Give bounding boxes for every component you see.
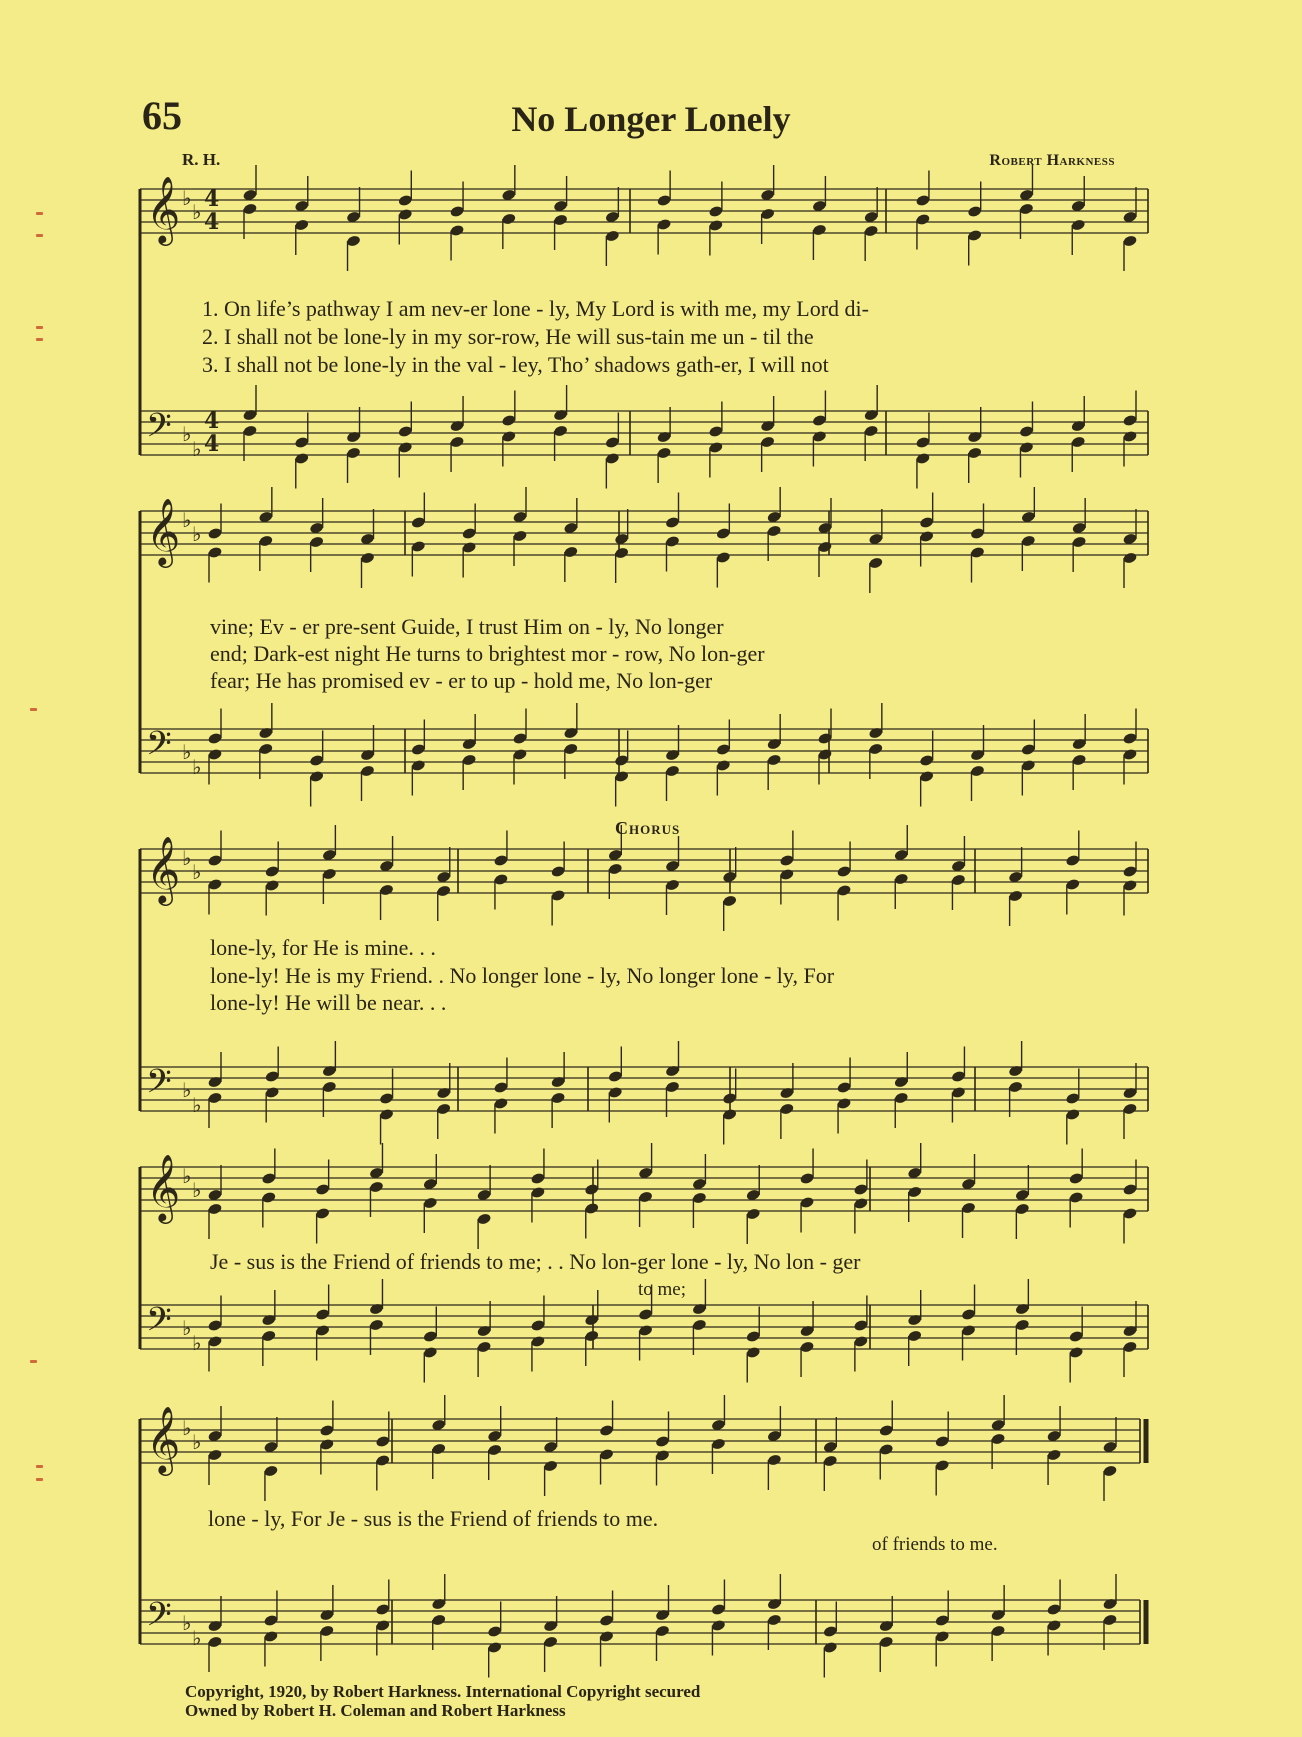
- lyric-alt-line: to me;: [638, 1279, 687, 1300]
- flat-icon: ♭: [192, 1430, 202, 1454]
- treble-clef-icon: 𝄞: [146, 1405, 181, 1473]
- bass-clef-icon: 𝄢: [146, 1596, 172, 1642]
- treble-clef-icon: 𝄞: [146, 175, 181, 243]
- flat-icon: ♭: [182, 1416, 192, 1440]
- copyright-line: Copyright, 1920, by Robert Harkness. International Copyright secured: [185, 1682, 701, 1701]
- lyric-line: 1. On life’s pathway I am nev-er lone - ly, My Lord is with me, my Lord di-: [202, 296, 869, 321]
- copyright-notice: [185, 1682, 700, 1720]
- hymn-number: 65: [142, 93, 182, 138]
- lyric-line: fear; He has promised ev - er to up - hold me, No lon-ger: [210, 668, 713, 693]
- flat-icon: ♭: [192, 437, 202, 461]
- lyricist-initials: R. H.: [182, 150, 221, 169]
- bass-clef-icon: 𝄢: [146, 1301, 172, 1347]
- margin-mark: [36, 1478, 43, 1481]
- flat-icon: ♭: [182, 422, 192, 446]
- margin-mark: [36, 234, 43, 237]
- margin-mark: [30, 708, 37, 711]
- lyric-line: lone-ly, for He is mine. . .: [210, 935, 436, 960]
- margin-mark: [36, 1465, 43, 1468]
- margin-mark: [36, 338, 43, 341]
- lyric-line: Je - sus is the Friend of friends to me; . . No lon-ger lone - ly, No lon - ger: [210, 1249, 861, 1274]
- flat-icon: ♭: [182, 1164, 192, 1188]
- flat-icon: ♭: [192, 755, 202, 779]
- time-signature: 4: [204, 408, 220, 434]
- lyric-line: 3. I shall not be lone-ly in the val - ley, Tho’ shadows gath-er, I will not: [202, 352, 829, 377]
- lyric-line: lone - ly, For Je - sus is the Friend of friends to me.: [208, 1506, 659, 1531]
- flat-icon: ♭: [182, 740, 192, 764]
- composer-name: Robert Harkness: [989, 152, 1115, 169]
- margin-mark: [30, 1360, 37, 1363]
- flat-icon: ♭: [182, 1316, 192, 1340]
- margin-mark: [36, 326, 43, 329]
- time-signature: 4: [204, 186, 220, 212]
- flat-icon: ♭: [182, 1611, 192, 1635]
- lyric-alt-line: of friends to me.: [872, 1534, 998, 1555]
- margin-mark: [36, 212, 43, 215]
- hymn-title: No Longer Lonely: [511, 99, 791, 139]
- flat-icon: ♭: [182, 186, 192, 210]
- flat-icon: ♭: [192, 860, 202, 884]
- treble-clef-icon: 𝄞: [146, 835, 181, 903]
- flat-icon: ♭: [182, 508, 192, 532]
- flat-icon: ♭: [182, 1078, 192, 1102]
- treble-clef-icon: 𝄞: [146, 497, 181, 565]
- lyric-line: 2. I shall not be lone-ly in my sor-row, He will sus-tain me un - til the: [202, 324, 814, 349]
- ownership-line: Owned by Robert H. Coleman and Robert Harkness: [185, 1701, 566, 1720]
- chorus-label: Chorus: [615, 818, 681, 838]
- flat-icon: ♭: [192, 200, 202, 224]
- lyric-line: vine; Ev - er pre-sent Guide, I trust Him on - ly, No longer: [210, 614, 724, 639]
- flat-icon: ♭: [182, 846, 192, 870]
- bass-clef-icon: 𝄢: [146, 1063, 172, 1109]
- flat-icon: ♭: [192, 1178, 202, 1202]
- treble-clef-icon: 𝄞: [146, 1153, 181, 1221]
- lyric-line: lone-ly! He is my Friend. . No longer lone - ly, No longer lone - ly, For: [210, 963, 835, 988]
- lyric-line: end; Dark-est night He turns to brightest mor - row, No lon-ger: [210, 641, 765, 666]
- lyric-line: lone-ly! He will be near. . .: [210, 990, 447, 1015]
- bass-clef-icon: 𝄢: [146, 725, 172, 771]
- flat-icon: ♭: [192, 1093, 202, 1117]
- bass-clef-icon: 𝄢: [146, 407, 172, 453]
- flat-icon: ♭: [192, 1331, 202, 1355]
- time-signature: 4: [204, 209, 220, 235]
- time-signature: 4: [204, 431, 220, 457]
- flat-icon: ♭: [192, 522, 202, 546]
- flat-icon: ♭: [192, 1626, 202, 1650]
